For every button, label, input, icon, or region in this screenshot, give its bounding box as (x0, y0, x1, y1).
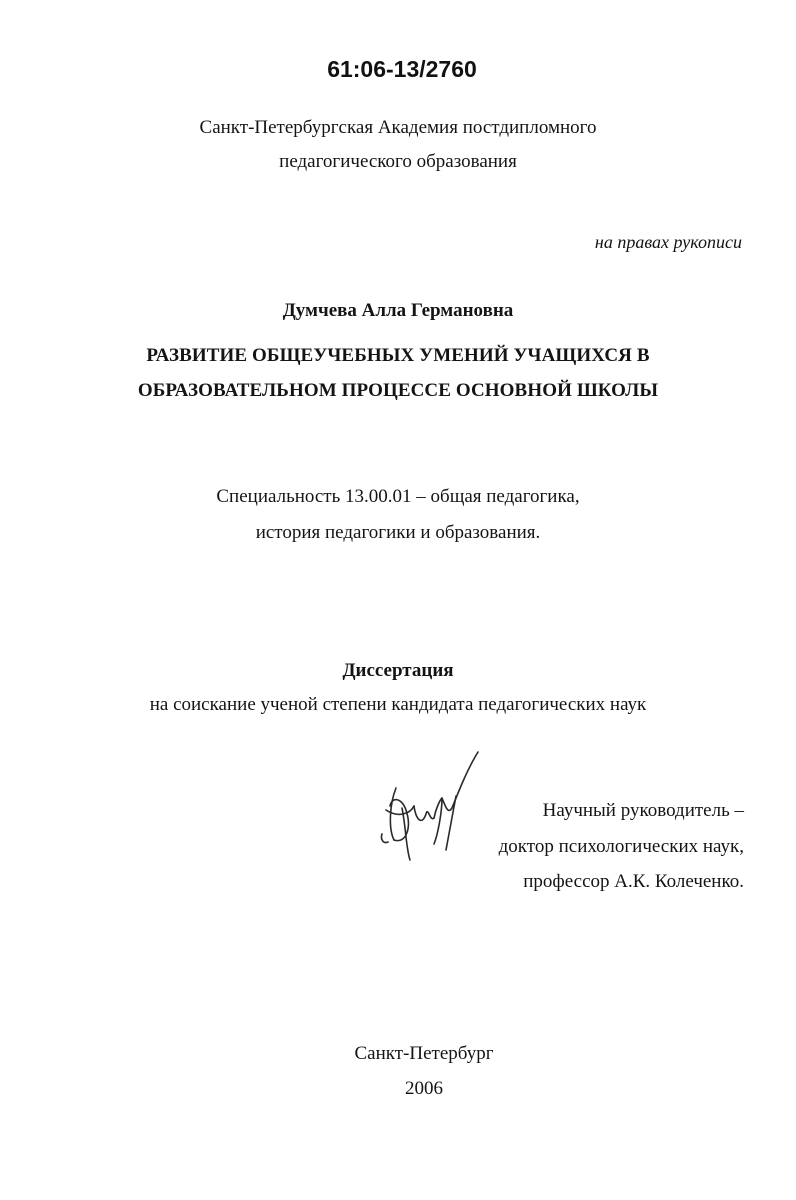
title-line-1: РАЗВИТИЕ ОБЩЕУЧЕБНЫХ УМЕНИЙ УЧАЩИХСЯ В (146, 345, 650, 366)
year: 2006 (405, 1078, 443, 1099)
supervisor-name: профессор А.К. Колеченко. (523, 871, 744, 892)
institution-line-2: педагогического образования (279, 151, 517, 172)
signature-icon (376, 748, 486, 866)
institution-line-1: Санкт-Петербургская Академия постдипломного (199, 117, 597, 138)
city: Санкт-Петербург (354, 1043, 494, 1064)
catalog-number: 61:06-13/2760 (327, 56, 477, 82)
title-line-2: ОБРАЗОВАТЕЛЬНОМ ПРОЦЕССЕ ОСНОВНОЙ ШКОЛЫ (137, 380, 659, 401)
specialty-line-1: Специальность 13.00.01 – общая педагогика, (216, 486, 580, 507)
degree-line: на соискание ученой степени кандидата педагогических наук (149, 694, 647, 715)
document-type: Диссертация (342, 660, 454, 681)
author-name: Думчева Алла Германовна (282, 300, 514, 321)
supervisor-degree: доктор психологических наук, (498, 836, 744, 857)
rights-note: на правах рукописи (594, 232, 742, 252)
supervisor-role: Научный руководитель – (542, 800, 744, 821)
specialty-line-2: история педагогики и образования. (255, 522, 541, 543)
